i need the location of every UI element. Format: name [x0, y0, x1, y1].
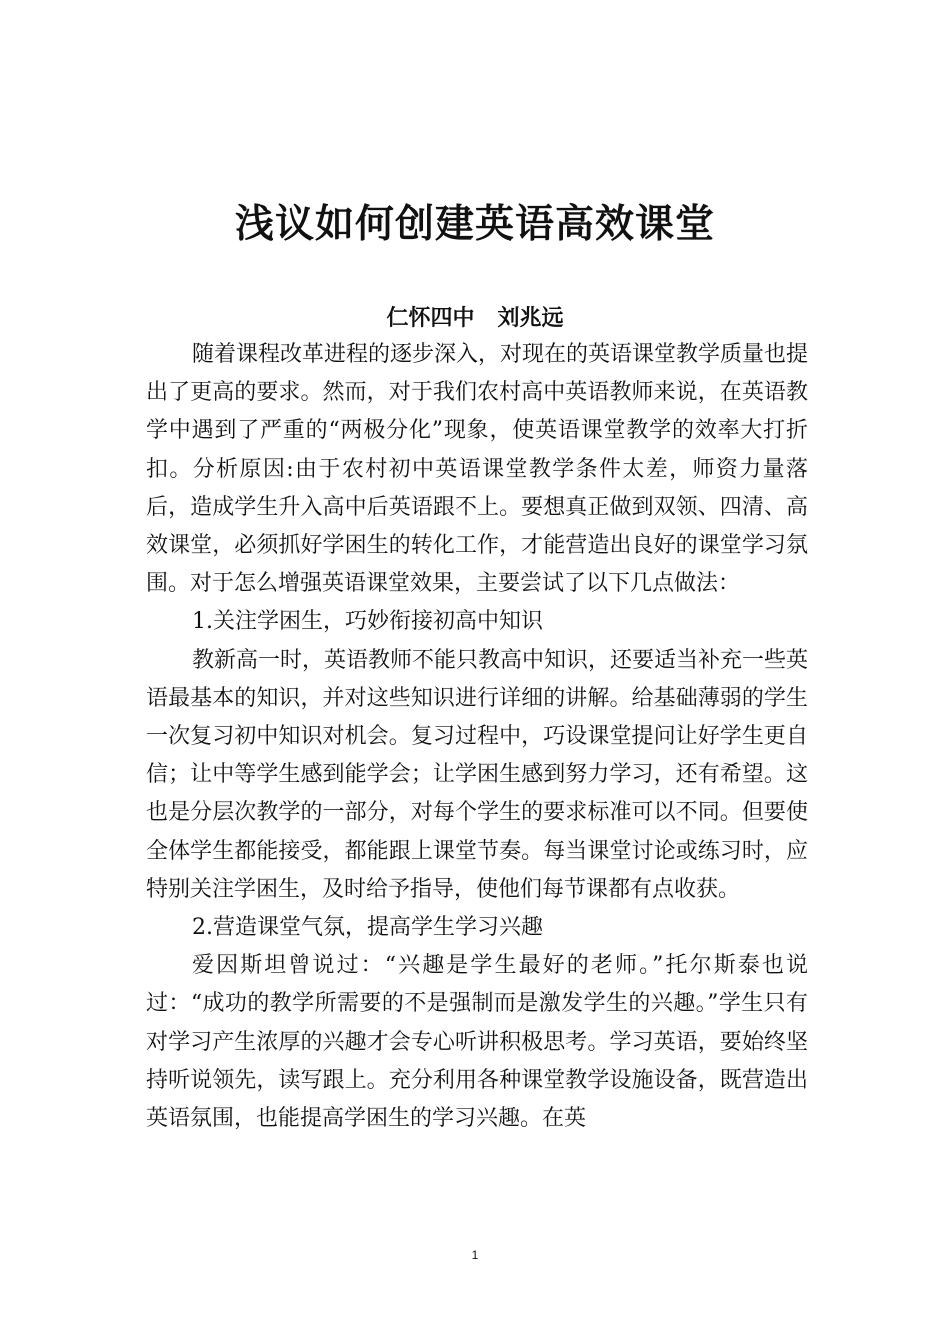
page-number: 1 [471, 1248, 479, 1262]
section-heading: 1.关注学困生，巧妙衔接初高中知识 [192, 609, 543, 635]
body-paragraph: 教新高一时，英语教师不能只教高中知识，还要适当补充一些英语最基本的知识，并对这些知识进行详细的讲解。给基础薄弱的学生一次复习初中知识对机会。复习过程中，巧设课堂提问让好学生更自信；让中等学生感到能学会；让学困生感到努力学习，还有希望。这也是分层次教学的一部分，对每个学生的要求标准可以不同。但要使全体学生都能接受，都能跟上课堂节奏。每当课堂讨论或练习时，应特别关注学困生，及时给予指导，使他们每节课都有点收获。 [146, 647, 809, 902]
document-title: 浅议如何创建英语高效课堂 [234, 201, 715, 247]
document-body [146, 336, 808, 1138]
body-paragraph: 随着课程改革进程的逐步深入，对现在的英语课堂教学质量也提出了更高的要求。然而，对于我们农村高中英语教师来说，在英语教学中遇到了严重的“两极分化”现象，使英语课堂教学的效率大打折扣。分析原因:由于农村初中英语课堂教学条件太差，师资力量落后，造成学生升入高中后英语跟不上。要想真正做到双领、四清、高效课堂，必须抓好学困生的转化工作，才能营造出良好的课堂学习氛围。对于怎么增强英语课堂效果，主要尝试了以下几点做法： [146, 342, 809, 597]
author-line: 仁怀四中 刘兆远 [386, 305, 564, 331]
section-heading: 2.营造课堂气氛，提高学生学习兴趣 [192, 915, 543, 941]
body-paragraph: 爱因斯坦曾说过：“兴趣是学生最好的老师。”托尔斯泰也说过：“成功的教学所需要的不是强制而是激发学生的兴趣。”学生只有对学习产生浓厚的兴趣才会专心听讲积极思考。学习英语，要始终坚持听说领先，读写跟上。充分利用各种课堂教学设施设备，既营造出英语氛围，也能提高学困生的学习兴趣。在英 [146, 953, 808, 1132]
